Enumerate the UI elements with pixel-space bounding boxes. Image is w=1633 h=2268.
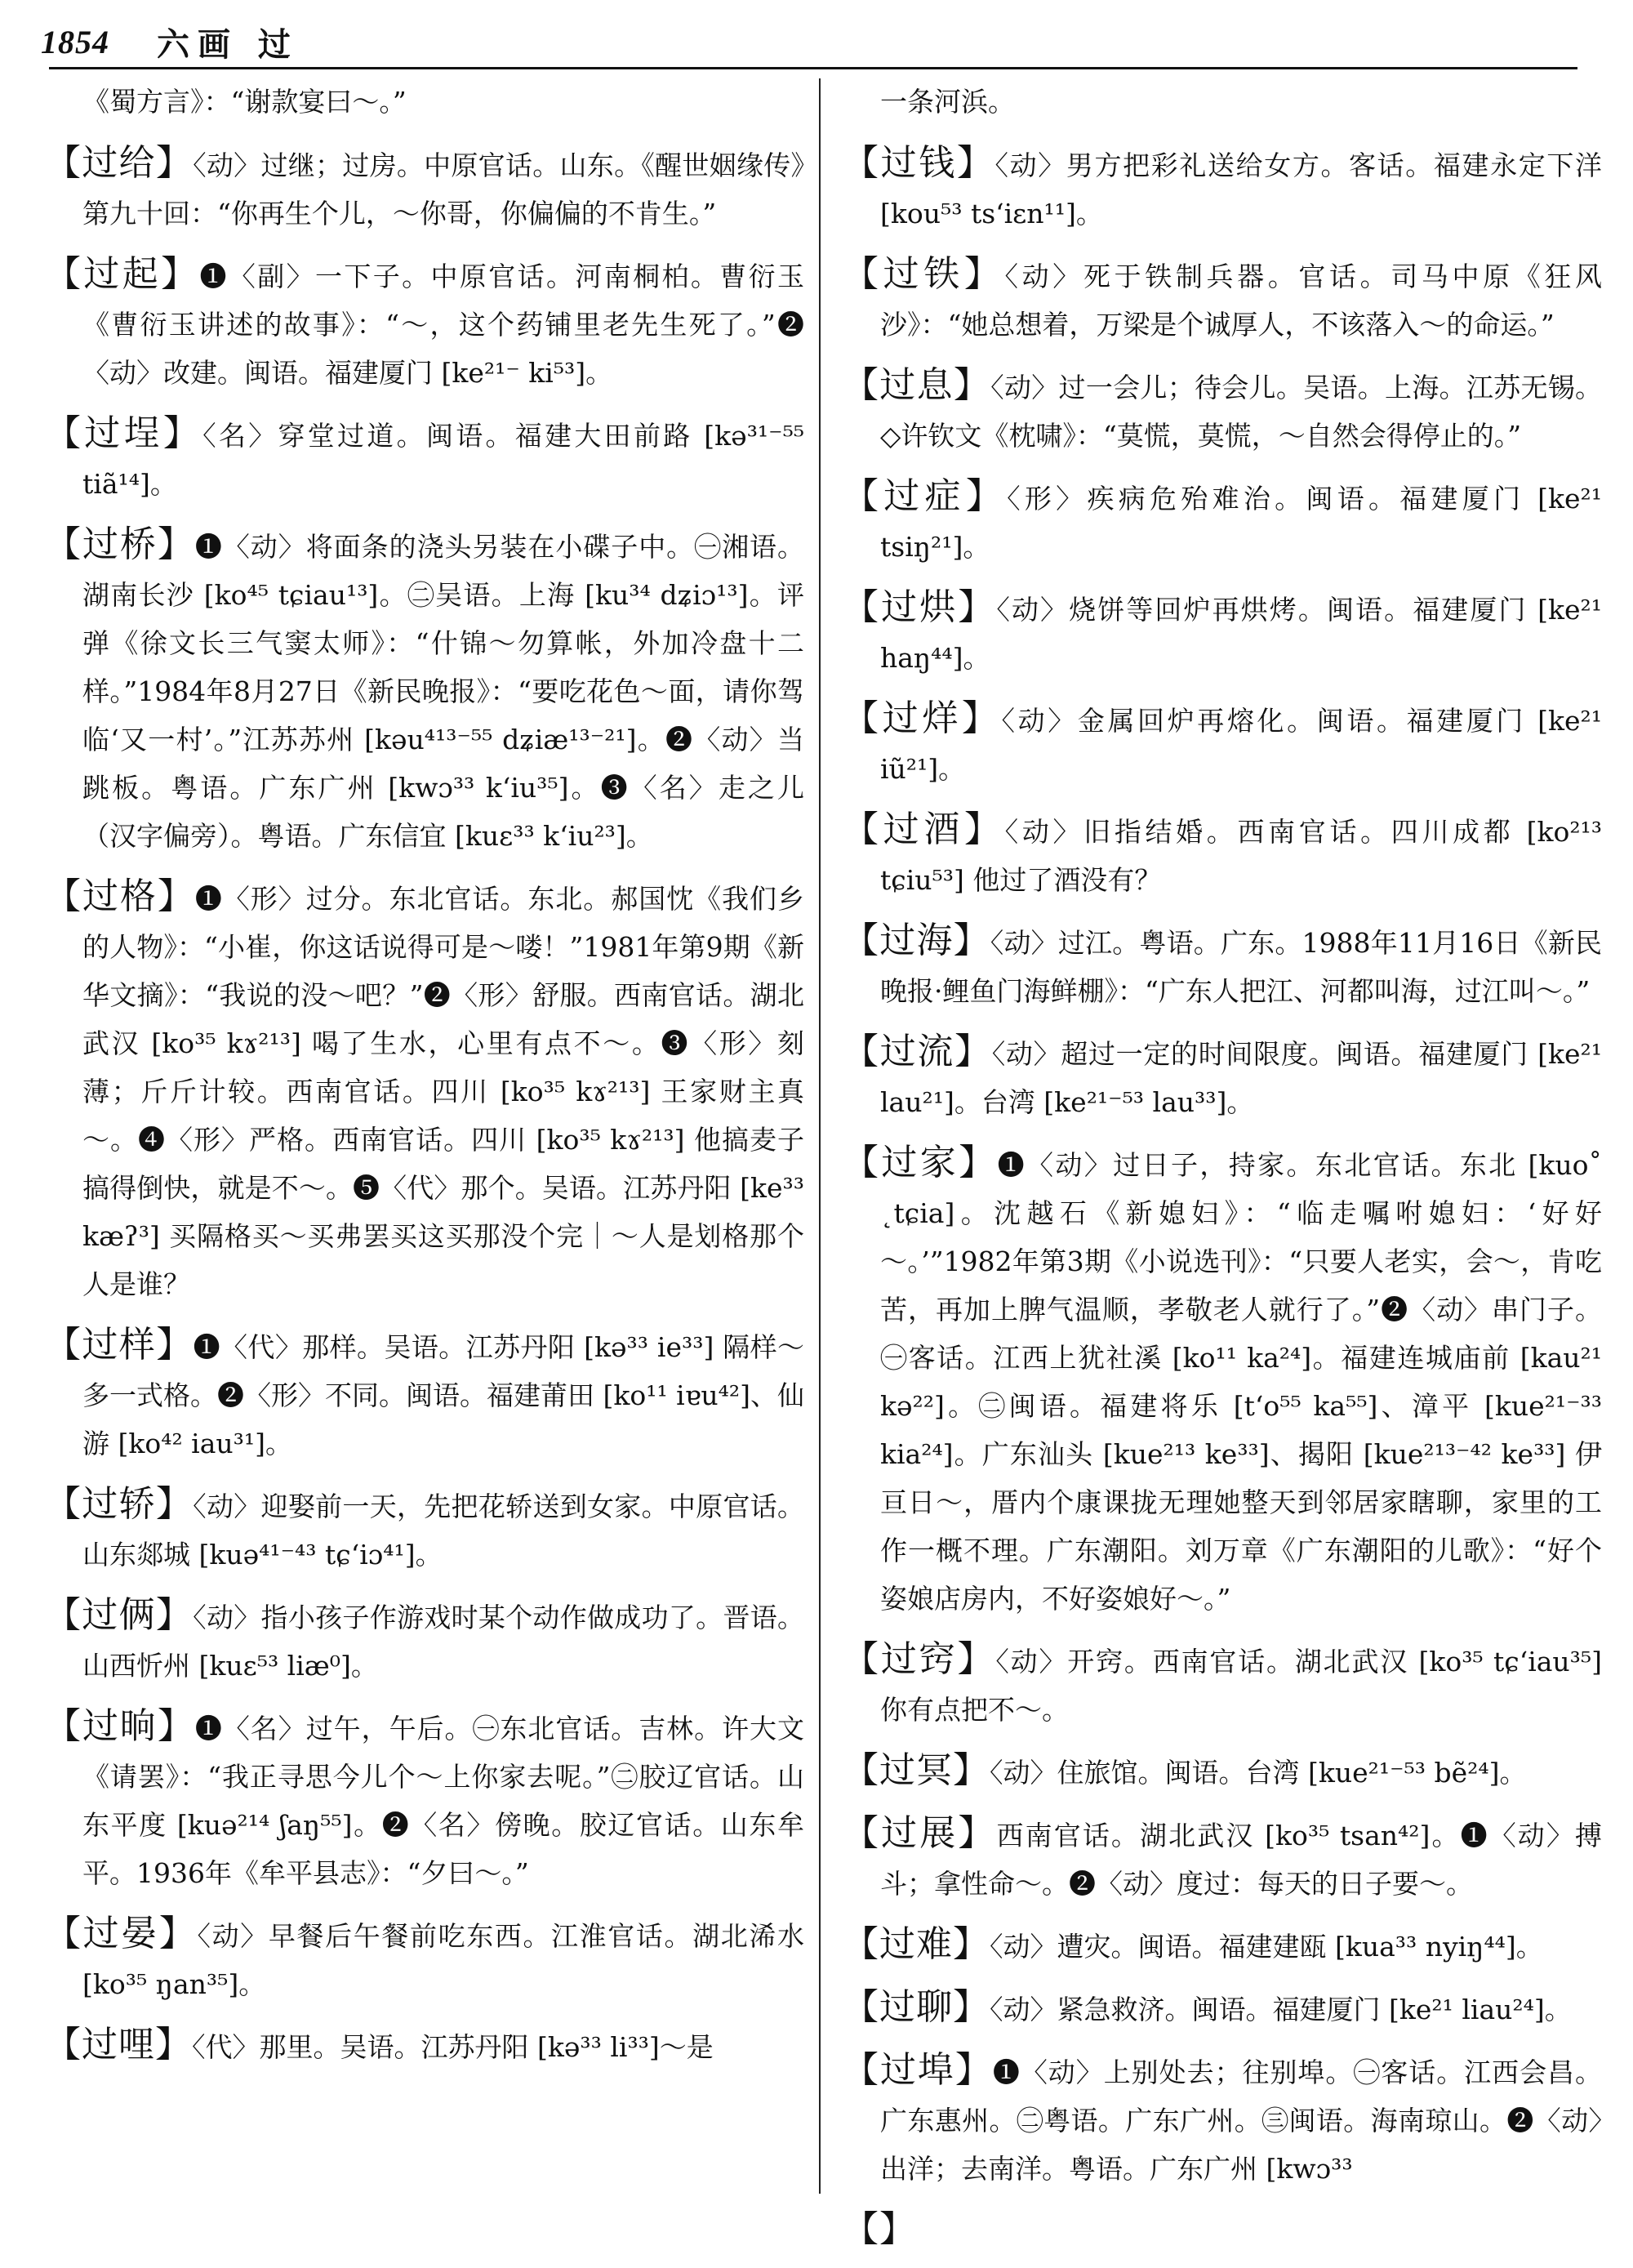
headword: 【过铁】 xyxy=(843,253,1005,295)
entry-continuation xyxy=(843,78,1602,126)
headword: 【过聊】 xyxy=(843,1986,990,2028)
headword-text: 过难 xyxy=(879,1923,953,1965)
entry xyxy=(843,250,1602,349)
column-divider xyxy=(819,78,821,2194)
left-column xyxy=(45,78,804,2083)
entry xyxy=(45,1321,804,1468)
headword: 【过晏】 xyxy=(45,1913,198,1954)
entry xyxy=(843,583,1602,682)
entry xyxy=(45,872,804,1308)
entry-text: 〈动〉金属回炉再熔化。闽语。福建厦门 [ke²¹ iũ²¹]。 xyxy=(880,705,1603,785)
headword: 【过烘】 xyxy=(843,586,997,628)
headword-text: 过埠 xyxy=(879,2049,955,2091)
headword-text: 过哩 xyxy=(82,2024,155,2065)
entry-text: 〈动〉过一会儿；待会儿。吴语。上海。江苏无锡。◇许钦文《枕啸》：“莫慌，莫慌，～自然会得停止的。” xyxy=(880,372,1603,452)
entry xyxy=(45,1591,804,1690)
headword: 【过格】 xyxy=(45,876,195,917)
headword-text: 过展 xyxy=(881,1812,959,1854)
entry xyxy=(843,361,1602,460)
headword: 【过窍】 xyxy=(843,1638,996,1680)
entry xyxy=(843,694,1602,793)
headword: 【过家】 xyxy=(843,1142,998,1183)
headword: 【过轿】 xyxy=(45,1483,194,1525)
headword: 【过桥】 xyxy=(45,524,195,565)
headword-text: 过桥 xyxy=(82,524,158,565)
headword-text: 过冥 xyxy=(879,1749,953,1791)
entry xyxy=(45,520,804,860)
entry-text: 〈动〉早餐后午餐前吃东西。江淮官话。湖北浠水 [ko³⁵ ŋan³⁵]。 xyxy=(82,1920,805,2000)
headword-text: 过轿 xyxy=(82,1483,156,1525)
headword: 【过给】 xyxy=(45,142,194,184)
entry-text: 《蜀方言》：“谢款宴曰～。” xyxy=(82,86,407,118)
right-column xyxy=(843,78,1602,2268)
entry xyxy=(843,1027,1602,1126)
entry-text: 西南官话。湖北武汉 [ko³⁵ tsan⁴²]。❶〈动〉搏斗；拿性命～。❷〈动〉度过：每天的日子要～。 xyxy=(880,1820,1603,1900)
headword: 【过海】 xyxy=(843,920,990,961)
entry-text: 〈动〉过江。粤语。广东。1988年11月16日《新民晚报·鲤鱼门海鲜棚》：“广东人把江、河都叫海，过江叫～。” xyxy=(880,927,1603,1007)
headword: 【过酒】 xyxy=(843,809,1005,850)
entry-text: 〈名〉穿堂过道。闽语。福建大田前路 [kə³¹⁻⁵⁵ tiã¹⁴]。 xyxy=(82,420,805,500)
headword: 【过晌】 xyxy=(45,1705,195,1747)
headword-text: 过家 xyxy=(881,1142,959,1183)
entry-text: ❶〈名〉过午，午后。㊀东北官话。吉林。许大文《请罢》：“我正寻思今儿个～上你家去呢。”㊁胶辽官话。山东平度 [kuə²¹⁴ ʃaŋ⁵⁵]。❷〈名〉傍晚。胶辽官话。山东牟平。1936年《牟平县志》：“夕曰～。” xyxy=(82,1713,805,1889)
entry xyxy=(45,250,804,397)
headword: 【过起】 xyxy=(45,253,200,295)
headword: 【过冥】 xyxy=(843,1749,990,1791)
entry-text: 〈动〉遭灾。闽语。福建建瓯 [kua³³ nyiŋ⁴⁴]。 xyxy=(990,1931,1543,1963)
headword: 【过烊】 xyxy=(843,697,1002,739)
entry-text: 〈动〉指小孩子作游戏时某个动作做成功了。晋语。山西忻州 [kuɛ⁵³ liæ⁰]。 xyxy=(82,1602,805,1682)
headword-text: 过样 xyxy=(82,1324,157,1366)
headword-text: 过埕 xyxy=(84,412,163,454)
section-title: 六画 过 xyxy=(157,25,299,64)
headword: 【过埠】 xyxy=(843,2049,993,2091)
headword-text: 过晏 xyxy=(82,1913,159,1954)
entry xyxy=(843,2046,1602,2193)
entry-text: 〈动〉超过一定的时间限度。闽语。福建厦门 [ke²¹ lau²¹]。台湾 [ke²¹⁻⁵³ lau³³]。 xyxy=(880,1038,1602,1118)
headword: 【过哩】 xyxy=(45,2024,192,2065)
entry xyxy=(45,1702,804,1897)
headword-text: 过给 xyxy=(82,142,156,184)
entry xyxy=(843,1809,1602,1908)
entry-text: ❶〈代〉那样。吴语。江苏丹阳 [kə³³ ie³³] 隔样～多一式格。❷〈形〉不同。闽语。福建莆田 [ko¹¹ iɐu⁴²]、仙游 [ko⁴² iau³¹]。 xyxy=(82,1331,805,1459)
headword-text: 过息 xyxy=(879,364,954,406)
headword-text: 过烊 xyxy=(882,697,962,739)
entry-text: 〈代〉那里。吴语。江苏丹阳 [kə³³ li³³]～是 xyxy=(192,2031,714,2063)
entry-text: 〈动〉住旅馆。闽语。台湾 [kue²¹⁻⁵³ bẽ²⁴]。 xyxy=(990,1757,1527,1789)
headword-text: 过钱 xyxy=(880,142,957,184)
headword: 【过流】 xyxy=(843,1031,992,1072)
headword: 【过症】 xyxy=(843,475,1008,517)
headword-text: 过窍 xyxy=(880,1638,958,1680)
headword: 【过样】 xyxy=(45,1324,194,1366)
entry xyxy=(843,1635,1602,1734)
entry xyxy=(843,1983,1602,2034)
entry-text: 〈动〉迎娶前一天，先把花轿送到女家。中原官话。山东郯城 [kuə⁴¹⁻⁴³ tɕ‘iɔ⁴¹]。 xyxy=(82,1490,805,1571)
headword: 【】 xyxy=(843,2208,916,2250)
headword-text: 过俩 xyxy=(82,1594,156,1636)
page-header xyxy=(41,16,1576,67)
entry-text: 〈动〉烧饼等回炉再烘烤。闽语。福建厦门 [ke²¹ haŋ⁴⁴]。 xyxy=(880,594,1603,674)
entry xyxy=(45,139,804,238)
entry-text: ❶〈形〉过分。东北官话。东北。郝国忱《我们乡的人物》：“小崔，你这话说得可是～喽！”1981年第9期《新华文摘》：“我说的没～吧？”❷〈形〉舒服。西南官话。湖北武汉 [ko³⁵ kɤ²¹³] 喝了生水，心里有点不～。❸〈形〉刻薄；斤斤计较。西南官话。四川 [ko³⁵ kɤ²¹³] 王家财主真～。❹〈形〉严格。西南官话。四川 [ko³⁵ kɤ²¹³] 他搞麦子搞得倒快，就是不～。❺〈代〉那个。吴语。江苏丹阳 [ke³³ kæʔ³] 买隔格买～买弗罢买这买那没个完｜～人是划格那个人是谁？ xyxy=(82,883,805,1300)
headword-text: 过铁 xyxy=(883,253,964,295)
entry-text: 〈动〉开窍。西南官话。湖北武汉 [ko³⁵ tɕ‘iau³⁵] 你有点把不～。 xyxy=(880,1646,1603,1726)
entry xyxy=(843,1746,1602,1797)
entry xyxy=(843,2205,1602,2256)
headword-text: 过格 xyxy=(82,876,158,917)
entry-text: ❶〈动〉过日子，持家。东北官话。东北 [kuo˚ ˛tɕia]。沈越石《新媳妇》：“临走嘱咐媳妇：‘好好～。’”1982年第3期《小说选刊》：“只要人老实，会～，肯吃苦，再加上脾气温顺，孝敬老人就行了。”❷〈动〉串门子。㊀客话。江西上犹社溪 [ko¹¹ ka²⁴]。福建连城庙前 [kau²¹ kə²²]。㊁闽语。福建将乐 [t‘o⁵⁵ ka⁵⁵]、漳平 [kue²¹⁻³³ kia²⁴]。广东汕头 [kue²¹³ ke³³]、揭阳 [kue²¹³⁻⁴² ke³³] 伊亘日～，厝内个康课拢无理她整天到邻居家瞎聊，家里的工作一概不理。广东潮阳。刘万章《广东潮阳的儿歌》：“好个姿娘店房内，不好姿娘好～。” xyxy=(880,1149,1603,1615)
headword: 【过难】 xyxy=(843,1923,990,1965)
headword-text: 过烘 xyxy=(881,586,959,628)
entry xyxy=(45,1480,804,1579)
header-rule xyxy=(49,67,1577,69)
entry xyxy=(45,2021,804,2071)
entry-continuation xyxy=(45,78,804,126)
entry-text: ❶〈动〉上别处去；往别埠。㊀客话。江西会昌。广东惠州。㊁粤语。广东广州。㊂闽语。海南琼山。❷〈动〉出洋；去南洋。粤语。广东广州 [kwɔ³³ xyxy=(880,2056,1603,2185)
entry xyxy=(843,916,1602,1015)
headword-text: 过海 xyxy=(879,920,954,961)
entry xyxy=(843,1920,1602,1971)
headword-text: 过流 xyxy=(879,1031,955,1072)
entry xyxy=(843,472,1602,571)
entry-text: 〈形〉疾病危殆难治。闽语。福建厦门 [ke²¹ tsiŋ²¹]。 xyxy=(880,483,1602,563)
entry-text: 〈动〉紧急救济。闽语。福建厦门 [ke²¹ liau²⁴]。 xyxy=(990,1994,1572,2025)
entry-text: 〈动〉过继；过房。中原官话。山东。《醒世姻缘传》第九十回：“你再生个儿，～你哥，你偏偏的不肯生。” xyxy=(82,149,805,229)
headword: 【过息】 xyxy=(843,364,991,406)
headword: 【过钱】 xyxy=(843,142,995,184)
entry xyxy=(45,1909,804,2008)
entry xyxy=(843,139,1602,238)
headword-text: 过症 xyxy=(883,475,966,517)
entry-text: ❶〈副〉一下子。中原官话。河南桐柏。曹衍玉《曹衍玉讲述的故事》：“～，这个药铺里老先生死了。”❷〈动〉改建。闽语。福建厦门 [ke²¹⁻ ki⁵³]。 xyxy=(82,261,804,389)
headword-text: 过聊 xyxy=(879,1986,953,2028)
entry-text: 〈动〉死于铁制兵器。官话。司马中原《狂风沙》：“她总想着，万梁是个诚厚人，不该落入～的命运。” xyxy=(880,261,1603,341)
headword: 【过埕】 xyxy=(45,412,203,454)
entry-text: ❶〈动〉将面条的浇头另装在小碟子中。㊀湘语。湖南长沙 [ko⁴⁵ tɕiau¹³]。㊁吴语。上海 [ku³⁴ dʑiɔ¹³]。评弹《徐文长三气窦太师》：“什锦～勿算帐，外加冷盘十二样。”1984年8月27日《新民晚报》：“要吃花色～面，请你驾临‘又一村’。”江苏苏州 [kəu⁴¹³⁻⁵⁵ dʑiæ¹³⁻²¹]。❷〈动〉当跳板。粤语。广东广州 [kwɔ³³ k‘iu³⁵]。❸〈名〉走之儿（汉字偏旁）。粤语。广东信宜 [kuɛ³³ k‘iu²³]。 xyxy=(82,531,805,852)
headword-text: 过酒 xyxy=(883,809,964,850)
entry xyxy=(45,409,804,508)
entry-text: 〈动〉旧指结婚。西南官话。四川成都 [ko²¹³ tɕiu⁵³] 他过了酒没有？ xyxy=(880,816,1603,896)
entry-text: 一条河浜。 xyxy=(880,86,1015,118)
entry xyxy=(843,1138,1602,1623)
page-number: 1854 xyxy=(41,23,109,60)
headword: 【过展】 xyxy=(843,1812,997,1854)
headword-text: 过起 xyxy=(83,253,162,295)
headword: 【过俩】 xyxy=(45,1594,194,1636)
entry xyxy=(843,805,1602,904)
entry-text: 〈动〉男方把彩礼送给女方。客话。福建永定下洋 [kou⁵³ ts‘iɛn¹¹]。 xyxy=(880,149,1603,229)
headword-text: 过晌 xyxy=(82,1705,158,1747)
